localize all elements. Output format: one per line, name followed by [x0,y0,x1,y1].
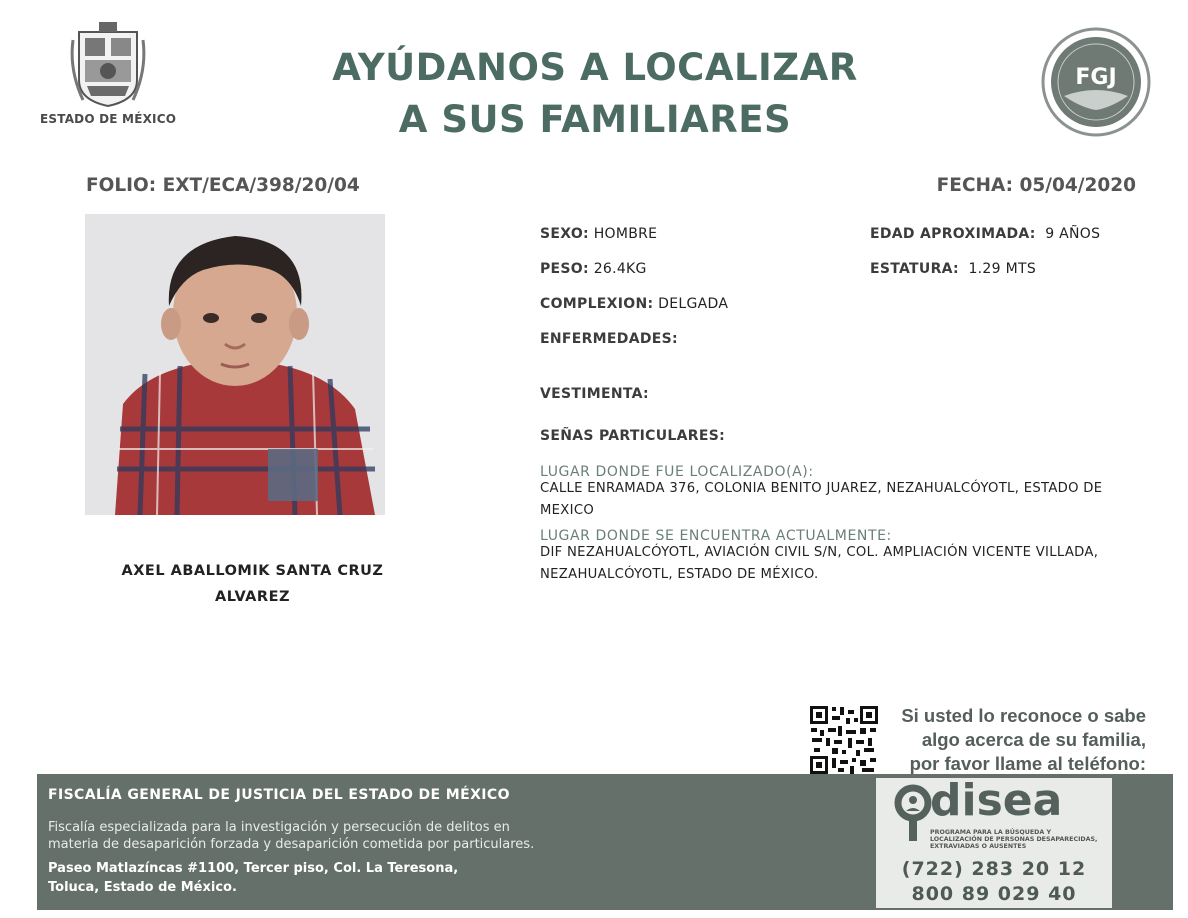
footer-address [48,859,458,897]
peso-label: PESO: [540,261,589,277]
enfermedades-label: ENFERMEDADES: [540,331,678,347]
estado-de-mexico-logo [40,20,175,132]
callout-line-3: por favor llame al teléfono: [909,753,1146,774]
callout-line-2: algo acerca de su familia, [921,729,1146,750]
complexion-value: DELGADA [658,296,729,312]
vestimenta-label: VESTIMENTA: [540,386,649,402]
footer-addr-line-1: Paseo Matlazíncas #1100, Tercer piso, Col. La Teresona, [48,861,459,876]
phone-number-2[interactable]: 800 89 029 40 [911,883,1077,905]
footer-title: FISCALÍA GENERAL DE JUSTICIA DEL ESTADO DE MÉXICO [48,787,510,803]
qr-code-icon [808,704,880,776]
coat-of-arms-icon [69,20,147,108]
fgj-logo [1040,26,1152,138]
footer-addr-line-2: Toluca, Estado de México. [48,880,237,895]
person-name-line-1: AXEL ABALLOMIK SANTA CRUZ [121,563,384,579]
callout-line-1: Si usted lo reconoce o sabe [901,705,1146,726]
footer-desc-line-1: Fiscalía especializada para la investigación y persecución de delitos en [48,820,510,835]
state-label: ESTADO DE MÉXICO [40,112,177,126]
vestimenta-field [540,386,649,402]
enfermedades-field [540,331,678,347]
estatura-field [870,261,1036,277]
qr-code[interactable] [808,704,880,776]
sexo-field [540,226,657,242]
title-line-1: AYÚDANOS A LOCALIZAR [332,46,858,89]
person-name-line-2: ALVAREZ [214,589,290,605]
current-location-value: DIF NEZAHUALCÓYOTL, AVIACIÓN CIVIL S/N, COL. AMPLIACIÓN VICENTE VILLADA, NEZAHUALCÓYOTL, ESTADO DE MÉXICO. [540,545,1099,582]
person-photo [85,214,385,515]
fgj-text: FGJ [1075,65,1117,90]
estatura-value: 1.29 MTS [968,261,1037,277]
person-name [100,558,405,610]
fecha: FECHA: 05/04/2020 [936,175,1136,196]
sexo-value: HOMBRE [593,226,658,242]
odisea-subtitle: PROGRAMA PARA LA BÚSQUEDA Y LOCALIZACIÓN DE PERSONAS DESAPARECIDAS, EXTRAVIADAS O AUSENTES [930,829,1098,850]
senas-label: SEÑAS PARTICULARES: [540,428,725,444]
found-location-label: LUGAR DONDE FUE LOCALIZADO(A): [540,464,814,480]
edad-field [870,226,1100,242]
edad-label: EDAD APROXIMADA: [870,226,1036,242]
found-location-value: CALLE ENRAMADA 376, COLONIA BENITO JUAREZ, NEZAHUALCÓYOTL, ESTADO DE MEXICO [540,481,1103,518]
page-title [230,42,960,146]
estatura-label: ESTATURA: [870,261,959,277]
senas-field [540,428,725,444]
sexo-label: SEXO: [540,226,589,242]
odisea-logo-text: disea [930,775,1063,826]
portrait-image [85,214,385,515]
complexion-label: COMPLEXION: [540,296,654,312]
peso-field [540,261,647,277]
magnifier-pin-icon [893,783,933,843]
phone-number-1[interactable]: (722) 283 20 12 [901,858,1087,880]
footer-desc-line-2: materia de desaparición forzada y desaparición cometida por particulares. [48,837,535,852]
edad-value: 9 AÑOS [1045,226,1101,242]
current-location-label: LUGAR DONDE SE ENCUENTRA ACTUALMENTE: [540,528,892,544]
complexion-field [540,296,728,312]
footer-description [48,819,534,853]
folio: FOLIO: EXT/ECA/398/20/04 [86,175,360,196]
callout-text [884,704,1146,776]
peso-value: 26.4KG [593,261,647,277]
title-line-2: A SUS FAMILIARES [398,98,792,141]
fgj-seal-icon [1040,26,1152,138]
